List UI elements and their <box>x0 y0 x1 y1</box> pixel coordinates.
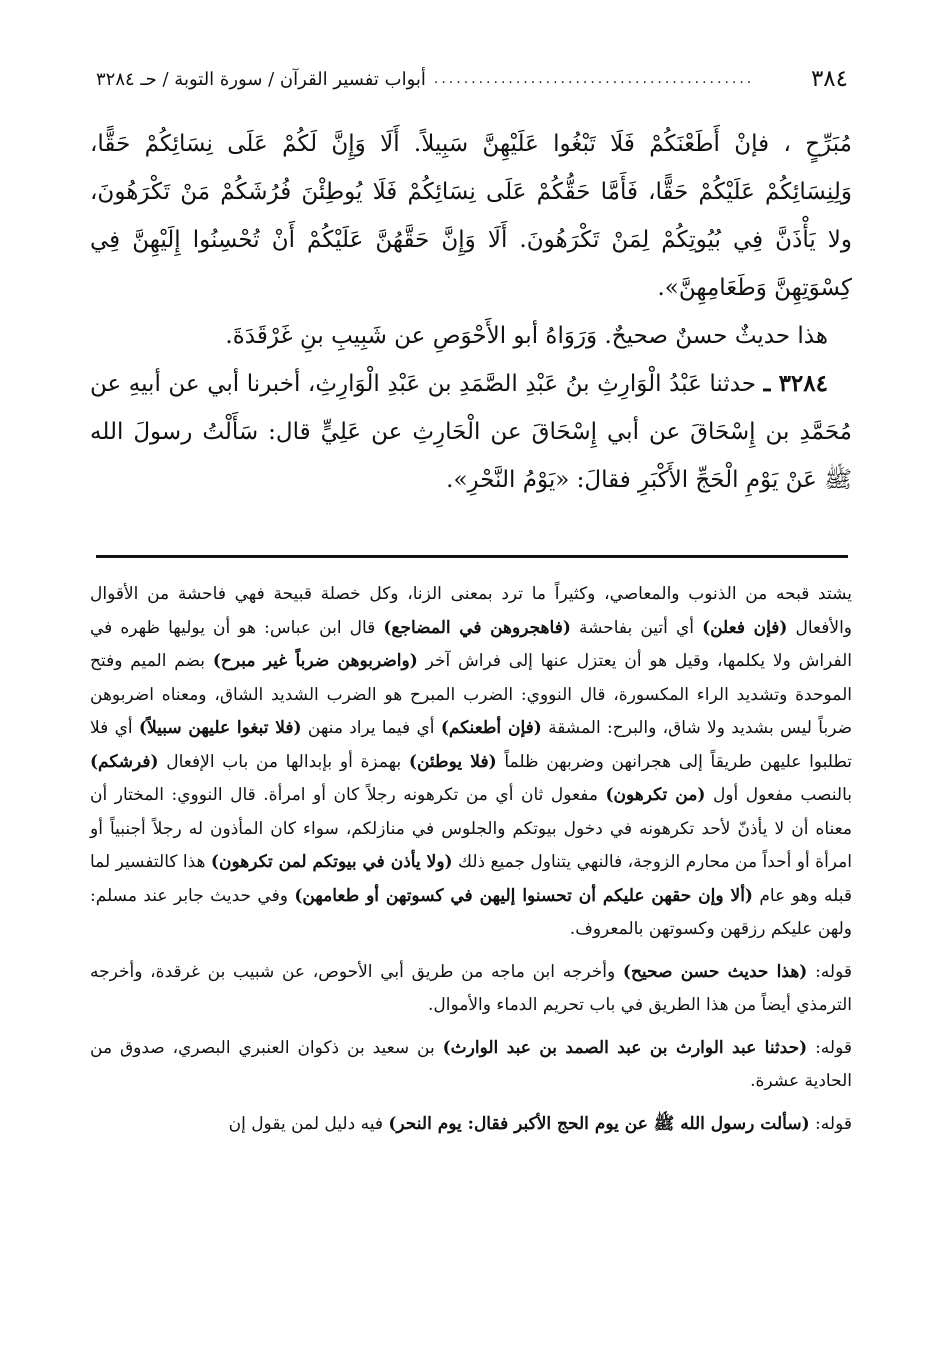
page-header <box>96 62 848 96</box>
quoted-phrase: (من تكرهون) <box>605 785 706 805</box>
commentary-text: وفي حديث جابر عند مسلم: ولهن عليكم رزقهن وكسوتهن بالمعروف. <box>90 885 852 939</box>
commentary-text: أي فلا تطلبوا عليهن طريقاً إلى هجرانهن وضربهن ظلماً <box>90 718 853 772</box>
quoted-phrase: (فلا تبغوا عليهن سبيلاً) <box>138 718 302 738</box>
quoted-phrase: (فإن أطعنكم) <box>440 718 542 738</box>
page-number: ٣٨٤ <box>810 66 848 92</box>
quoted-phrase: (فلا يوطئن) <box>408 751 497 772</box>
quoted-phrase: (سألت رسول الله ﷺ عن يوم الحج الأكبر فقال: يوم النحر) <box>388 1113 810 1134</box>
quoted-phrase: (فإن فعلن) <box>702 617 788 638</box>
main-text <box>90 120 852 504</box>
header-leader-dots: ........................................... <box>433 71 755 87</box>
commentary-lead: قوله: <box>809 1113 852 1134</box>
commentary-lead: قوله: <box>807 1037 853 1058</box>
commentary-lead: قوله: <box>807 961 853 982</box>
quoted-phrase: (واضربوهن ضرباً غير مبرح) <box>212 651 418 671</box>
commentary-text: هذا كالتفسير لما قبله وهو عام <box>90 852 852 906</box>
commentary-text: بهمزة أو بإبدالها من باب الإفعال <box>158 751 409 772</box>
running-title: أبواب تفسير القرآن / سورة التوبة / حـ ٣٢٨٤ <box>96 68 426 90</box>
commentary-text: بن سعيد بن ذكوان العنبري البصري، صدوق من الحادية عشرة. <box>90 1037 852 1091</box>
commentary-text: بالنصب مفعول أول <box>705 785 852 805</box>
footnote-divider <box>96 555 848 558</box>
commentary-text: بضم الميم وفتح الموحدة وتشديد الراء المكسورة، قال النووي: الضرب المبرح هو الضرب الشديد الشاق، ومعناه اضربوهن ضرباً ليس بشديد ولا شاق، والبرح: المشقة <box>90 651 853 738</box>
quoted-phrase: (فرشكم) <box>90 751 159 772</box>
hadith-number: ٣٢٨٤ ـ <box>763 370 828 397</box>
hadith-3284-paragraph <box>90 360 852 504</box>
commentary-paragraph-1 <box>90 578 852 947</box>
commentary-paragraph-2 <box>90 956 852 1023</box>
grading-paragraph: هذا حديثٌ حسنٌ صحيحٌ. وَرَوَاهُ أبو الأَحْوَصِ عن شَبِيبِ بنِ غَرْقَدَةَ. <box>225 323 828 349</box>
commentary-text: قال ابن عباس: هو أن يوليها ظهره في الفراش ولا يكلمها، وقيل هو أن يعتزل عنها إلى فراش آخر <box>90 617 852 671</box>
commentary-text: أي فيما يراد منهن <box>301 718 441 738</box>
commentary-text: مفعول ثان أي من تكرهونه رجلاً كان أو امرأة. قال النووي: المختار أن معناه أن لا يأذنّ لأحد تكرهونه في دخول بيوتكم والجلوس في منازلكم، سواء كان المأذون له رجلاً أجنبياً أو امرأة أو أحداً من محارم الزوجة، فالنهي يتناول جميع ذلك <box>90 785 852 872</box>
commentary-paragraph-4 <box>90 1108 852 1142</box>
commentary-text: يشتد قبحه من الذنوب والمعاصي، وكثيراً ما ترد بمعنى الزنا، وكل خصلة قبيحة فهي فاحشة من الأقوال والأفعال <box>90 584 853 638</box>
commentary-text: فيه دليل لمن يقول إن <box>228 1113 389 1134</box>
commentary-text: وأخرجه ابن ماجه من طريق أبي الأحوص، عن شبيب بن غرقدة، وأخرجه الترمذي أيضاً من هذا الطريق في باب تحريم الدماء والأموال. <box>90 961 852 1015</box>
quoted-phrase: (فاهجروهن في المضاجع) <box>383 617 571 638</box>
quoted-phrase: (حدثنا عبد الوارث بن عبد الصمد بن عبد الوارث) <box>442 1037 808 1058</box>
hadith-3284-text: حدثنا عَبْدُ الْوَارِثِ بنُ عَبْدِ الصَّمَدِ بن عَبْدِ الْوَارِثِ، أخبرنا أبي عن أبيهِ عن مُحَمَّدِ بن إِسْحَاقَ عن أبي إِسْحَاقَ عن الْحَارِثِ عن عَلِيٍّ قال: سَأَلْتُ رسولَ الله ﷺ عَنْ يَوْمِ الْحَجِّ الأَكْبَرِ فقالَ: «يَوْمُ النَّحْرِ». <box>90 371 852 493</box>
quoted-phrase: (ولا يأذن في بيوتكم لمن تكرهون) <box>210 852 453 872</box>
quoted-phrase: (ألا وإن حقهن عليكم أن تحسنوا إليهن في كسوتهن أو طعامهن) <box>294 885 753 906</box>
commentary-text: أي أتين بفاحشة <box>570 617 703 638</box>
quoted-phrase: (هذا حديث حسن صحيح) <box>622 961 808 982</box>
commentary-paragraph-3 <box>90 1032 852 1099</box>
commentary <box>90 578 852 1141</box>
hadith-text-paragraph: مُبَرِّحٍ ، فإنْ أَطَعْنَكُمْ فَلَا تَبْغُوا عَلَيْهِنَّ سَبِيلاً. أَلَا وَإِنَّ لَكُمْ عَلَى نِسَائِكُمْ حَقًّا، وَلِنِسَائِكُمْ عَلَيْكُمْ حَقًّا، فَأَمَّا حَقُّكُمْ عَلَى نِسَائِكُمْ فَلَا يُوطِئْنَ فُرُشَكُمْ مَنْ تَكْرَهُونَ، ولا يَأْذَنَّ فِي بُيُوتِكُمْ لِمَنْ تَكْرَهُونَ. أَلَا وَإِنَّ حَقَّهُنَّ عَلَيْكُمْ أَنْ تُحْسِنُوا إِلَيْهِنَّ فِي كِسْوَتِهِنَّ وَطَعَامِهِنَّ». <box>90 131 852 301</box>
